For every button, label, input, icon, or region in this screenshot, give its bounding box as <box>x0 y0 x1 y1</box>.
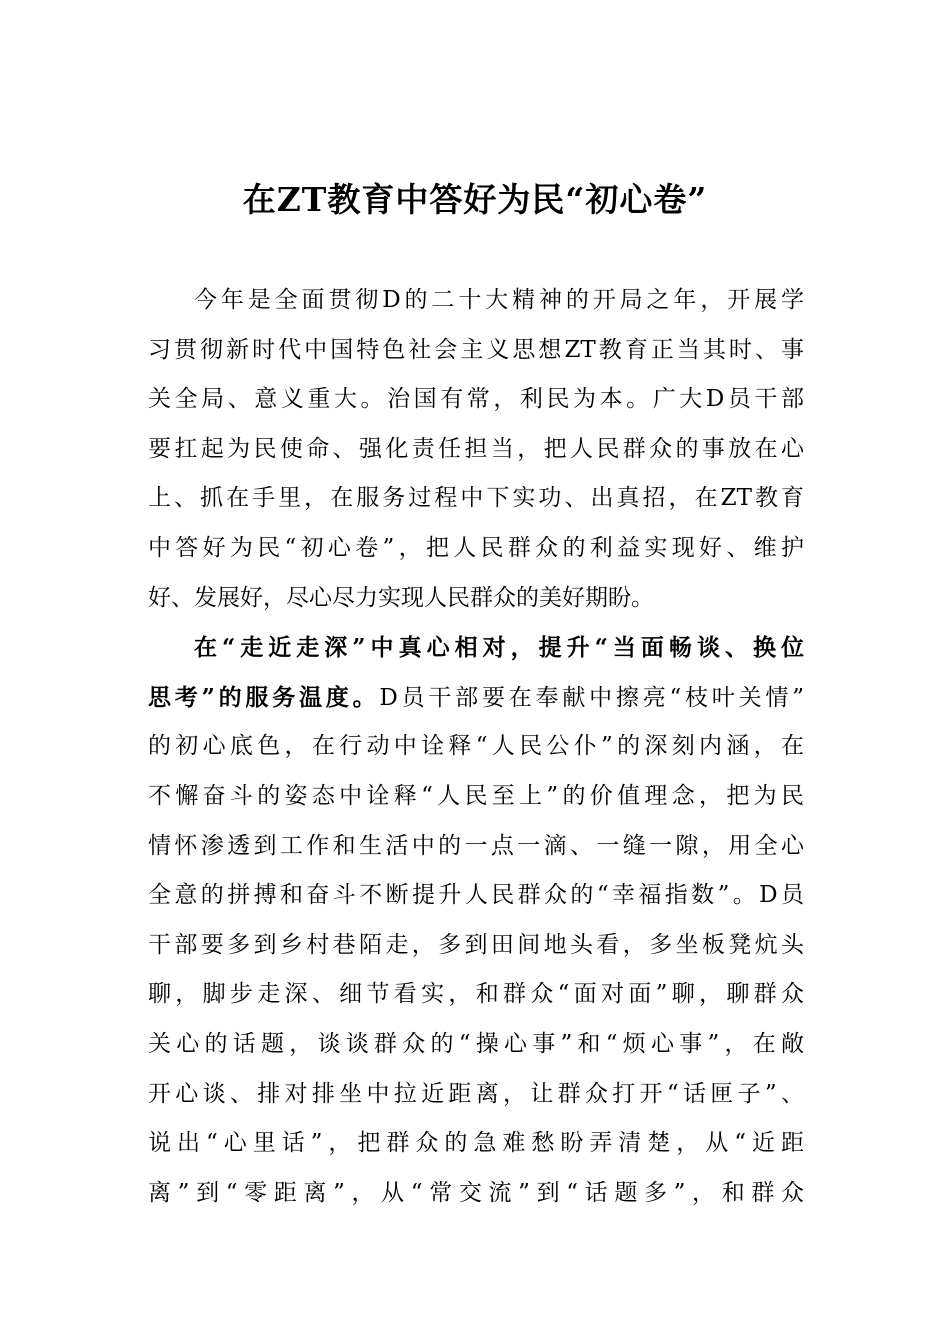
text-line: 说出“心里话”，把群众的急难愁盼弄清楚，从“近距 <box>148 1130 804 1157</box>
paragraph-2 <box>148 623 804 1218</box>
document-title: 在ZT教育中答好为民“初心卷” <box>242 180 708 219</box>
text-line: 上、抓在手里，在服务过程中下实功、出真招，在ZT教育 <box>148 485 804 512</box>
text-line: 聊，脚步走深、细节看实，和群众“面对面”聊，聊群众 <box>148 981 804 1008</box>
text-line: 情怀渗透到工作和生活中的一点一滴、一缝一隙，用全心 <box>148 832 804 859</box>
text-line: 要扛起为民使命、强化责任担当，把人民群众的事放在心 <box>148 435 804 462</box>
text-line: 的初心底色，在行动中诠释“人民公仆”的深刻内涵，在 <box>148 733 804 760</box>
text-line: 关心的话题，谈谈群众的“操心事”和“烦心事”，在敞 <box>148 1030 804 1057</box>
text-line: 离”到“零距离”，从“常交流”到“话题多”，和群众 <box>148 1179 804 1206</box>
paragraph-lead-end: 思考”的服务温度。 <box>148 683 380 711</box>
text-line: 好、发展好，尽心尽力实现人民群众的美好期盼。 <box>148 584 654 611</box>
text-line: 习贯彻新时代中国特色社会主义思想ZT教育正当其时、事 <box>148 336 804 363</box>
text-line: 今年是全面贯彻D的二十大精神的开局之年，开展学 <box>194 287 804 313</box>
text-line: 不懈奋斗的姿态中诠释“人民至上”的价值理念，把为民 <box>148 782 804 809</box>
paragraph-lead-line: 在“走近走深”中真心相对，提升“当面畅谈、换位 <box>194 634 804 662</box>
text-line: 关全局、意义重大。治国有常，利民为本。广大D员干部 <box>148 386 804 413</box>
paragraph-1 <box>148 276 804 623</box>
document-body <box>148 276 804 1218</box>
text-segment: D员干部要在奉献中擦亮“枝叶关情” <box>379 684 804 711</box>
text-line <box>148 673 804 723</box>
text-line: 中答好为民“初心卷”，把人民群众的利益实现好、维护 <box>148 534 804 561</box>
text-line: 全意的拼搏和奋斗不断提升人民群众的“幸福指数”。D员 <box>148 882 804 909</box>
text-line: 开心谈、排对排坐中拉近距离，让群众打开“话匣子”、 <box>148 1080 804 1107</box>
text-line: 干部要多到乡村巷陌走，多到田间地头看，多坐板凳炕头 <box>148 931 804 958</box>
